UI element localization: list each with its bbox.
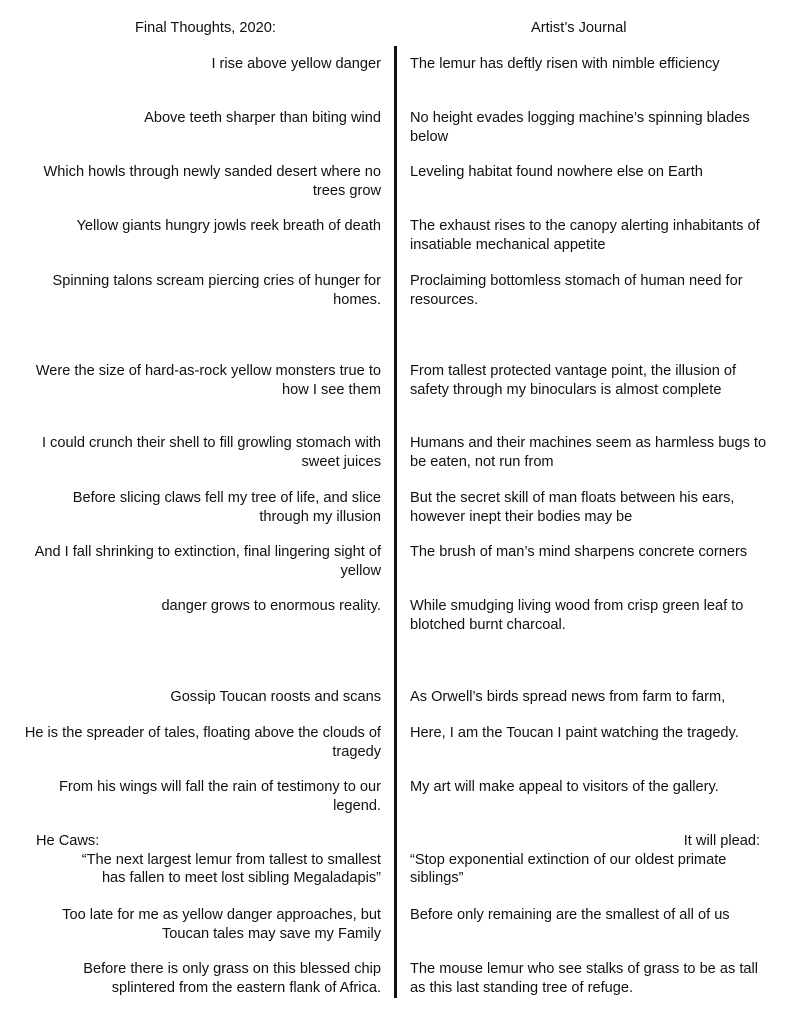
poem-line: Above teeth sharper than biting wind — [144, 110, 381, 126]
poem-line: From his wings will fall the rain of testimony to our legend. — [59, 779, 381, 814]
journal-entry: Humans and their machines seem as harmless bugs to be eaten, not run from — [410, 435, 767, 470]
plea-intro: It will plead: — [683, 833, 760, 849]
poem-line: Before there is only grass on this blessed chip splintered from the eastern flank of Africa. — [83, 961, 381, 996]
poem-line: danger grows to enormous reality. — [161, 598, 381, 614]
header-artists-journal: Artist’s Journal — [531, 20, 627, 36]
caw-intro: He Caws: — [36, 833, 100, 849]
journal-entry: The lemur has deftly risen with nimble efficiency — [410, 56, 720, 72]
poem-line: Too late for me as yellow danger approaches, but Toucan tales may save my Family — [62, 907, 381, 942]
journal-entry: Proclaiming bottomless stomach of human need for resources. — [410, 273, 743, 308]
column-divider — [394, 46, 397, 998]
poem-line: I rise above yellow danger — [211, 56, 381, 72]
journal-entry: Leveling habitat found nowhere else on Earth — [410, 164, 703, 180]
poem-line: Were the size of hard-as-rock yellow monsters true to how I see them — [35, 363, 381, 398]
poem-line: Before slicing claws fell my tree of life, and slice through my illusion — [72, 490, 381, 525]
journal-entry: The exhaust rises to the canopy alerting inhabitants of insatiable mechanical appetite — [410, 218, 760, 253]
plea-block — [410, 832, 760, 888]
poem-line: Which howls through newly sanded desert where no trees grow — [43, 164, 381, 199]
journal-entry: While smudging living wood from crisp green leaf to blotched burnt charcoal. — [410, 598, 744, 633]
caw-quote-line: has fallen to meet lost sibling Megaladapis” — [101, 870, 381, 886]
journal-entry: As Orwell’s birds spread news from farm to farm, — [410, 689, 726, 705]
toucan-caw-block — [36, 832, 381, 888]
journal-entry: Before only remaining are the smallest of all of us — [410, 907, 730, 923]
caw-quote-line: “The next largest lemur from tallest to smallest — [81, 851, 381, 868]
poem-line: He is the spreader of tales, floating above the clouds of tragedy — [24, 725, 381, 760]
plea-quote: “Stop exponential extinction of our oldest primate siblings” — [410, 851, 727, 886]
poem-line: I could crunch their shell to fill growling stomach with sweet juices — [41, 435, 381, 470]
journal-entry: Here, I am the Toucan I paint watching the tragedy. — [410, 725, 739, 741]
journal-entry: The brush of man’s mind sharpens concrete corners — [410, 544, 748, 560]
journal-entry: No height evades logging machine’s spinning blades below — [410, 110, 750, 145]
poem-line: Spinning talons scream piercing cries of hunger for homes. — [52, 273, 381, 308]
journal-entry: But the secret skill of man floats between his ears, however inept their bodies may be — [410, 490, 735, 525]
header-final-thoughts: Final Thoughts, 2020: — [135, 20, 276, 36]
poem-line: Gossip Toucan roosts and scans — [170, 689, 381, 705]
journal-entry: The mouse lemur who see stalks of grass to be as tall as this last standing tree of refuge. — [410, 961, 758, 996]
poem-line: Yellow giants hungry jowls reek breath of death — [76, 218, 381, 234]
journal-entry: From tallest protected vantage point, the illusion of safety through my binoculars is almost complete — [410, 363, 737, 398]
journal-entry: My art will make appeal to visitors of the gallery. — [410, 779, 719, 795]
poem-line: And I fall shrinking to extinction, final lingering sight of yellow — [34, 544, 381, 579]
